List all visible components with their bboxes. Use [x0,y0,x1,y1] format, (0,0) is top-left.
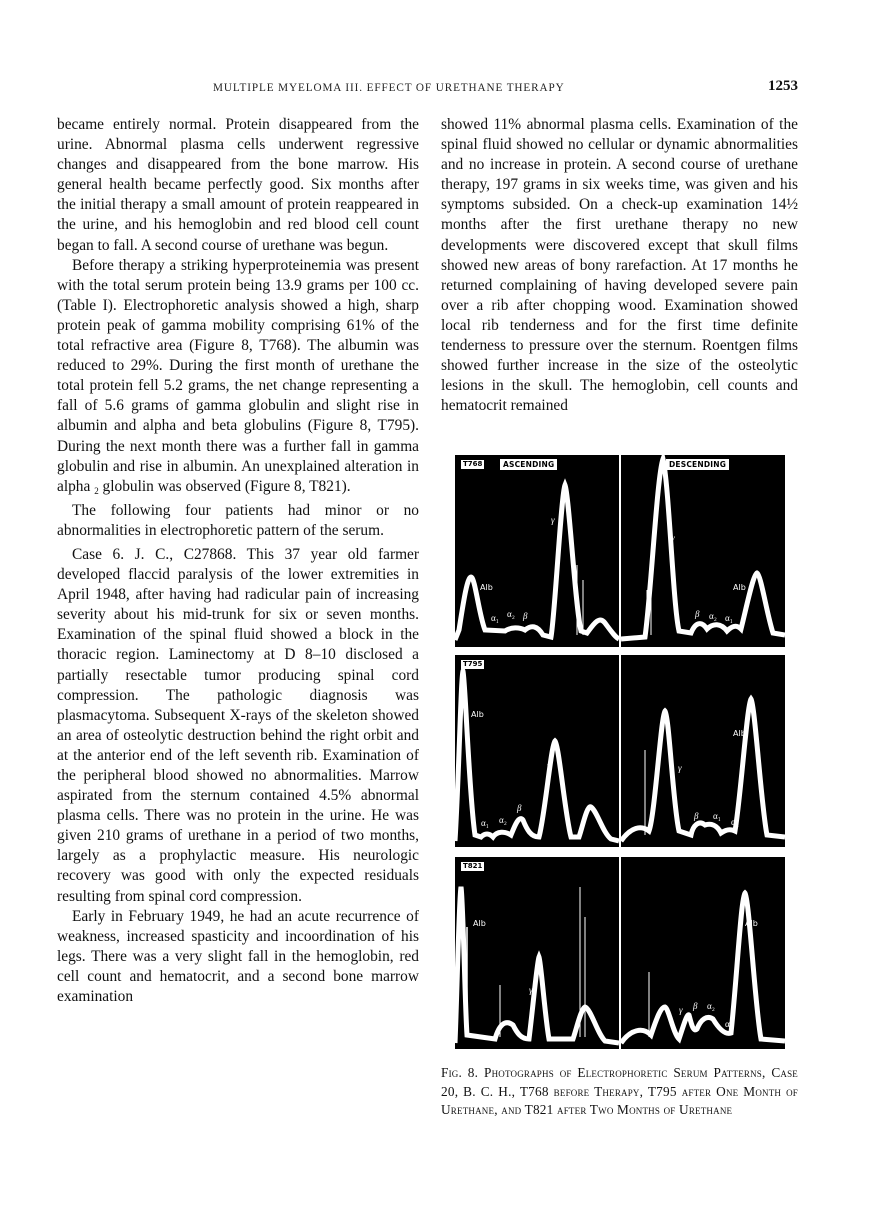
peak-label-alb: Alb [473,919,486,928]
peak-label-alb: Alb [733,729,746,738]
panel-t768-descending [621,455,785,647]
electrophoresis-trace [455,455,619,647]
peak-label-beta: β [523,611,528,621]
paragraph-text: globulin was observed (Figure 8, T821). [98,477,351,495]
peak-label-alpha1: α₁ [491,613,499,623]
left-column [57,115,419,1007]
peak-label-alpha2: α₂ [707,1001,715,1011]
panel-t795-ascending [455,655,619,847]
descending-label: DESCENDING [666,459,729,470]
peak-label-gamma: γ [547,761,551,771]
sample-label: T768 [463,460,483,468]
paragraph: The following four patients had minor or no abnormalities in electrophoretic pattern of the serum. [57,501,419,539]
peak-label-alpha1: α₁ [725,1019,733,1029]
ascending-label: ASCENDING [500,459,557,470]
peak-label-alpha2: α₂ [709,611,717,621]
peak-label-beta: β [694,811,699,821]
peak-label-beta: β [693,1001,698,1011]
paragraph [57,256,419,501]
peak-label-alb: Alb [745,919,758,928]
electrophoresis-trace [455,857,619,1049]
sample-label: T821 [463,862,483,870]
peak-label-alpha2: α₂ [499,815,507,825]
peak-label-gamma: γ [679,1005,683,1015]
paragraph-text: Before therapy a striking hyperproteinemia was present with the total serum protein being 13.9 grams per 100 cc. (Table I). Electrophoretic analysis showed a high, sharp protein peak of gamma mobility comprising 61% of the total refractive area (Figure 8, T768). The albumin was reduced to 29%. During the first month of urethane the total protein fell 5.2 grams, the net change representing a fall of 5.6 grams of gamma globulin and slight rise in albumin and alpha and beta globulins (Figure 8, T795). During the next month there was a further fall in gamma globulin and rise in albumin. An unexplained alteration in alpha [57,256,419,495]
electrophoresis-trace [455,655,619,847]
peak-label-alb: Alb [480,583,493,592]
panel-t821-ascending [455,857,619,1049]
peak-label-gamma: γ [551,515,555,525]
peak-label-alpha1: α₁ [713,811,721,821]
paragraph: Case 6. J. C., C27868. This 37 year old farmer developed flaccid paralysis of the lower extremities in April 1948, after having had radicular pain of increasing severity about his mid-trunk for six or seven months. Examination of the spinal fluid showed a block in the thoracic region. Laminectomy at D 8–10 disclosed a partially resectable tumor producing spinal cord compression. The pathologic diagnosis was plasmacytoma. Subsequent X-rays of the skeleton showed an area of osteolytic destruction behind the right orbit and at the anterior end of the left seventh rib. Examination of the peripheral blood showed no abnormalities. Marrow aspirated from the sternum contained 4.5% abnormal plasma cells. There was no protein in the urine. He was given 210 grams of urethane in a period of two months, largely as a prophylactic measure. His neurologic recovery was good with only the expected residuals resulting from spinal cord compression. [57,545,419,905]
peak-label-alpha2: α₂ [507,609,515,619]
paragraph: Early in February 1949, he had an acute recurrence of weakness, increased spasticity and incoordination of his legs. There was a very slight fall in the hemoglobin, red cell count and hematocrit, and a second bone marrow examination [57,907,419,1006]
panel-t768-ascending [455,455,619,647]
sample-label: T795 [463,660,483,668]
peak-label-alpha1: α₁ [481,818,489,828]
subscript: 2 [94,485,99,496]
electrophoresis-trace [621,655,785,847]
panel-t821-descending [621,857,785,1049]
peak-label-alb: Alb [471,710,484,719]
peak-label-gamma: γ [678,763,682,773]
peak-label-gamma: γ [671,533,675,543]
running-head [0,78,880,100]
peak-label-gamma: γ [529,985,533,995]
electrophoresis-trace [621,857,785,1049]
paragraph: showed 11% abnormal plasma cells. Examination of the spinal fluid showed no cellular or dynamic abnormalities and no increase in protein. A second course of urethane therapy, 197 grams in six weeks time, was given and his symptoms subsided. On a check-up examination 14½ months after the first urethane therapy no new developments were discovered except that skull films showed new areas of bony rarefaction. At 17 months he returned complaining of having developed severe pain over a rib after chopping wood. Examination showed local rib tenderness and for the first time definite tenderness to pressure over the sternum. Roentgen films showed further increase in the size of the osteolytic lesions in the skull. The hemoglobin, cell counts and hematocrit remained [441,116,798,415]
electrophoresis-trace [621,455,785,647]
page-number: 1253 [768,78,798,94]
panel-t795-descending [621,655,785,847]
figure-8 [455,455,795,1051]
peak-label-beta: β [517,803,522,813]
figure-caption: Fig. 8. Photographs of Electrophoretic Serum Patterns, Case 20, B. C. H., T768 before Therapy, T795 after One Month of Urethane, and T821 after Two Months of Urethane [441,1065,798,1117]
peak-label-alb: Alb [733,583,746,592]
paragraph: became entirely normal. Protein disappeared from the urine. Abnormal plasma cells underwent regressive changes and disappeared from the bone marrow. His general health became perfectly good. Six months after the initial therapy a small amount of protein reappeared in the urine, and his hemoglobin and red blood cell count began to fall. A second course of urethane was begun. [57,116,419,254]
right-column [441,115,798,416]
peak-label-alpha2: α₂ [731,817,739,827]
peak-label-alpha1: α₁ [725,613,733,623]
running-title: MULTIPLE MYELOMA III. EFFECT OF URETHANE THERAPY [213,82,565,94]
peak-label-beta: β [695,609,700,619]
